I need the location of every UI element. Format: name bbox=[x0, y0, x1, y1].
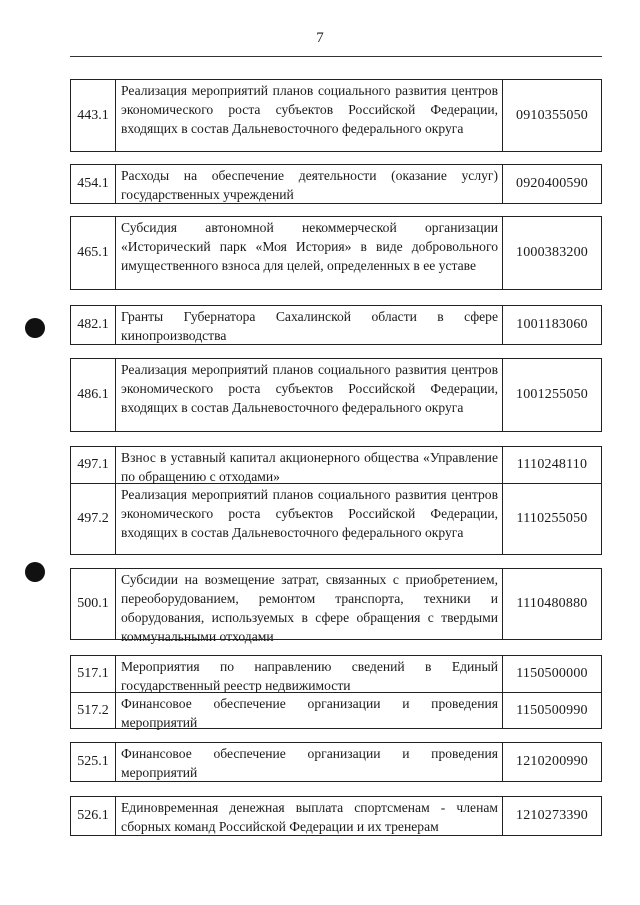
table-block bbox=[70, 358, 602, 432]
row-description: Финансовое обеспечение организации и проведения мероприятий bbox=[116, 693, 503, 728]
row-number: 525.1 bbox=[71, 743, 116, 781]
table-row bbox=[71, 483, 601, 554]
row-number: 497.1 bbox=[71, 447, 116, 483]
row-description: Мероприятия по направлению сведений в Единый государственный реестр недвижимости bbox=[116, 656, 503, 692]
page-number: 7 bbox=[316, 30, 324, 46]
row-description: Реализация мероприятий планов социального развития центров экономического роста субъектов Российской Федерации, входящих в состав Дальневосточного федерального округа bbox=[116, 484, 503, 554]
row-description: Субсидия автономной некоммерческой организации «Исторический парк «Моя История» в виде добровольного имущественного взноса для целей, определенных в ее уставе bbox=[116, 217, 503, 289]
row-code: 1210273390 bbox=[516, 808, 588, 823]
row-description: Расходы на обеспечение деятельности (оказание услуг) государственных учреждений bbox=[116, 165, 503, 203]
table-row bbox=[71, 447, 601, 483]
table-block bbox=[70, 568, 602, 644]
table-row bbox=[71, 569, 601, 644]
table-row bbox=[71, 80, 601, 151]
row-code: 1110255050 bbox=[516, 511, 588, 526]
header-rule bbox=[70, 56, 602, 57]
table-row bbox=[71, 692, 601, 728]
row-number: 517.2 bbox=[71, 693, 116, 728]
table-block bbox=[70, 742, 602, 782]
row-number: 526.1 bbox=[71, 797, 116, 835]
table-block bbox=[70, 216, 602, 290]
row-code: 1150500000 bbox=[516, 666, 588, 681]
row-description: Реализация мероприятий планов социального развития центров экономического роста субъектов Российской Федерации, входящих в состав Дальневосточного федерального округа bbox=[116, 80, 503, 151]
row-code: 1001255050 bbox=[516, 387, 588, 402]
row-code: 0920400590 bbox=[516, 176, 588, 191]
table-row bbox=[71, 165, 601, 203]
row-code: 1110480880 bbox=[516, 596, 588, 611]
row-description: Субсидии на возмещение затрат, связанных с приобретением, переоборудованием, ремонтом транспорта, техники и оборудования, используемых в сфере обращения с твердыми коммунальными отходами bbox=[116, 569, 503, 639]
table-row bbox=[71, 306, 601, 344]
row-number: 517.1 bbox=[71, 656, 116, 692]
table-block bbox=[70, 655, 602, 729]
row-number: 497.2 bbox=[71, 484, 116, 554]
table-block bbox=[70, 305, 602, 345]
row-description: Реализация мероприятий планов социального развития центров экономического роста субъектов Российской Федерации, входящих в состав Дальневосточного федерального округа bbox=[116, 359, 503, 431]
row-code: 1210200990 bbox=[516, 754, 588, 769]
table-row bbox=[71, 359, 601, 431]
table-block bbox=[70, 446, 602, 555]
table-row bbox=[71, 217, 601, 289]
row-number: 465.1 bbox=[71, 217, 116, 289]
table-block bbox=[70, 164, 602, 204]
table-row bbox=[71, 797, 601, 835]
row-description: Финансовое обеспечение организации и проведения мероприятий bbox=[116, 743, 503, 781]
table-block bbox=[70, 796, 602, 836]
row-description: Гранты Губернатора Сахалинской области в сфере кинопроизводства bbox=[116, 306, 503, 344]
row-code: 1110248110 bbox=[516, 457, 588, 472]
row-number: 486.1 bbox=[71, 359, 116, 431]
row-number: 500.1 bbox=[71, 569, 116, 639]
row-description: Единовременная денежная выплата спортсменам - членам сборных команд Российской Федерации и их тренерам bbox=[116, 797, 503, 835]
binder-hole bbox=[25, 318, 45, 338]
binder-hole bbox=[25, 562, 45, 582]
row-description: Взнос в уставный капитал акционерного общества «Управление по обращению с отходами» bbox=[116, 447, 503, 483]
table-block bbox=[70, 79, 602, 152]
row-code: 0910355050 bbox=[516, 107, 588, 123]
row-code: 1150500990 bbox=[516, 702, 588, 718]
row-number: 443.1 bbox=[71, 80, 116, 151]
row-code: 1001183060 bbox=[516, 317, 588, 332]
row-number: 454.1 bbox=[71, 165, 116, 203]
row-number: 482.1 bbox=[71, 306, 116, 344]
table-row bbox=[71, 743, 601, 781]
table-row bbox=[71, 656, 601, 692]
row-code: 1000383200 bbox=[516, 245, 588, 260]
